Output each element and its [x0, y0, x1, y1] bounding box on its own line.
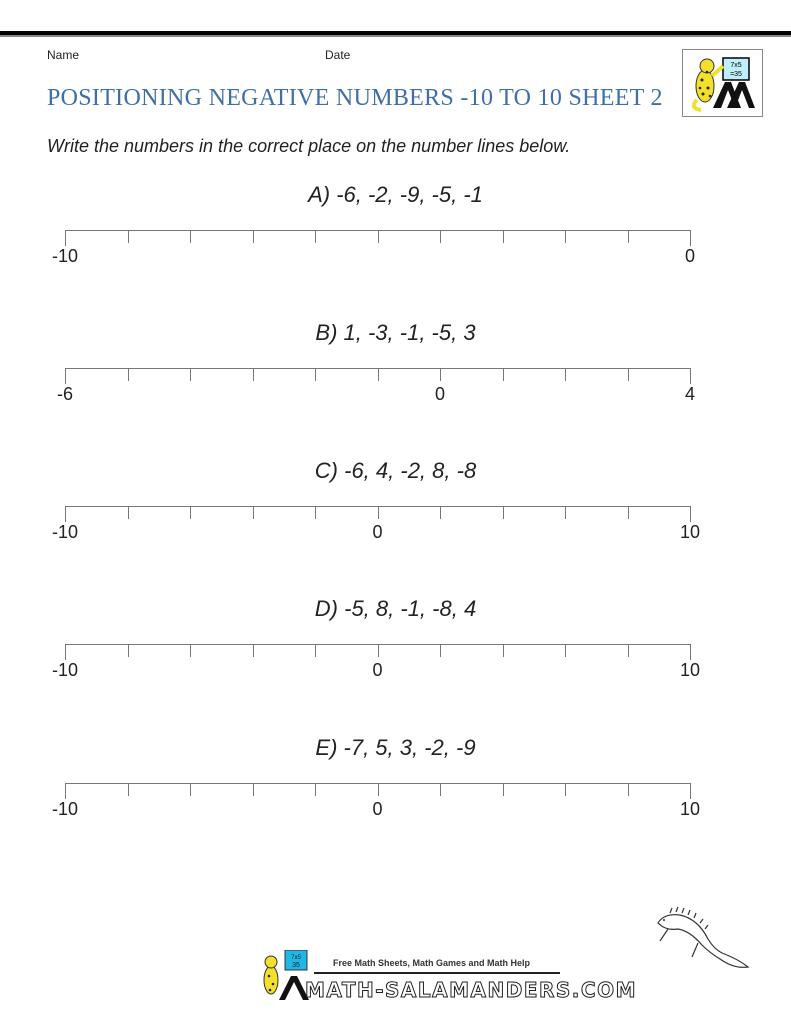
number-line-tick [315, 230, 316, 243]
name-label: Name [47, 48, 80, 62]
number-line-tick [565, 783, 566, 796]
footer-site-name[interactable]: MATH-SALAMANDERS.COM [305, 978, 637, 1002]
svg-text:7x5: 7x5 [730, 62, 742, 69]
footer-tagline: Free Math Sheets, Math Games and Math Help [333, 958, 531, 968]
number-line-tick [128, 368, 129, 381]
question-label: E) -7, 5, 3, -2, -9 [315, 735, 476, 760]
number-line-tick [503, 644, 504, 657]
number-line-tick [128, 230, 129, 243]
number-line-label: 0 [434, 384, 446, 404]
svg-text:=35: =35 [730, 71, 742, 78]
number-line-tick [378, 368, 379, 381]
question-label: C) -6, 4, -2, 8, -8 [314, 458, 477, 483]
number-line-tick [628, 230, 629, 243]
number-line-tick [440, 644, 441, 657]
number-line-tick [253, 506, 254, 519]
number-line-label: 0 [372, 799, 383, 819]
number-line[interactable] [65, 368, 691, 384]
number-line-tick [503, 230, 504, 243]
number-line-tick [378, 506, 379, 519]
number-line[interactable] [65, 644, 691, 660]
svg-text:35: 35 [292, 962, 300, 969]
number-line-label: 10 [679, 799, 701, 819]
number-line-label: 0 [372, 660, 383, 680]
number-line-tick [690, 783, 691, 799]
number-line-tick [65, 644, 66, 660]
number-line-tick [190, 506, 191, 519]
number-line-tick [628, 783, 629, 796]
number-line-tick [253, 783, 254, 796]
number-line-label: 10 [679, 522, 701, 542]
number-line-tick [628, 644, 629, 657]
number-line-tick [128, 644, 129, 657]
page-title: POSITIONING NEGATIVE NUMBERS -10 TO 10 SHEET 2 [47, 85, 663, 111]
number-line-tick [378, 783, 379, 796]
question-label: A) -6, -2, -9, -5, -1 [308, 182, 483, 207]
number-line-tick [315, 368, 316, 381]
number-line-tick [565, 506, 566, 519]
salamander-drawing-icon [650, 905, 750, 975]
number-line-label: -10 [51, 246, 79, 266]
number-line-tick [253, 230, 254, 243]
number-line-tick [628, 368, 629, 381]
svg-text:7x5: 7x5 [291, 955, 301, 961]
instructions: Write the numbers in the correct place on the number lines below. [47, 136, 571, 156]
number-line-tick [440, 368, 441, 381]
number-line-label: -10 [51, 799, 79, 819]
number-line-tick [190, 368, 191, 381]
number-line-label: -6 [56, 384, 74, 404]
footer-rule [314, 972, 560, 974]
number-line-tick [378, 644, 379, 657]
number-line-tick [628, 506, 629, 519]
number-line-label: 0 [684, 246, 696, 266]
question-label: D) -5, 8, -1, -8, 4 [314, 596, 477, 621]
number-line-tick [128, 783, 129, 796]
number-line-tick [440, 506, 441, 519]
number-line-tick [65, 506, 66, 522]
salamander-teacher-icon [683, 50, 762, 116]
number-line[interactable] [65, 783, 691, 799]
number-line-label: 10 [679, 660, 701, 680]
number-line-tick [565, 368, 566, 381]
number-line-tick [315, 644, 316, 657]
number-line-tick [503, 368, 504, 381]
number-line-tick [440, 783, 441, 796]
number-line-tick [690, 644, 691, 660]
number-line-tick [315, 783, 316, 796]
number-line-tick [378, 230, 379, 243]
number-line-tick [128, 506, 129, 519]
number-line-label: -10 [51, 660, 79, 680]
number-line-tick [440, 230, 441, 243]
header-rule-shadow [0, 35, 791, 37]
number-line-tick [190, 783, 191, 796]
number-line-tick [565, 644, 566, 657]
number-line-tick [503, 783, 504, 796]
number-line-label: 0 [372, 522, 383, 542]
number-line-tick [690, 506, 691, 522]
number-line-tick [65, 368, 66, 384]
number-line-tick [65, 230, 66, 246]
number-line-label: -10 [51, 522, 79, 542]
date-label: Date [325, 48, 351, 62]
number-line[interactable] [65, 230, 691, 246]
number-line-tick [315, 506, 316, 519]
number-line-tick [503, 506, 504, 519]
number-line-tick [65, 783, 66, 799]
number-line-tick [190, 644, 191, 657]
number-line-tick [253, 368, 254, 381]
number-line-tick [690, 368, 691, 384]
number-line-label: 4 [684, 384, 696, 404]
number-line[interactable] [65, 506, 691, 522]
number-line-tick [190, 230, 191, 243]
number-line-tick [690, 230, 691, 246]
number-line-tick [565, 230, 566, 243]
number-line-tick [253, 644, 254, 657]
question-label: B) 1, -3, -1, -5, 3 [315, 320, 476, 345]
salamander-logo [682, 49, 763, 117]
